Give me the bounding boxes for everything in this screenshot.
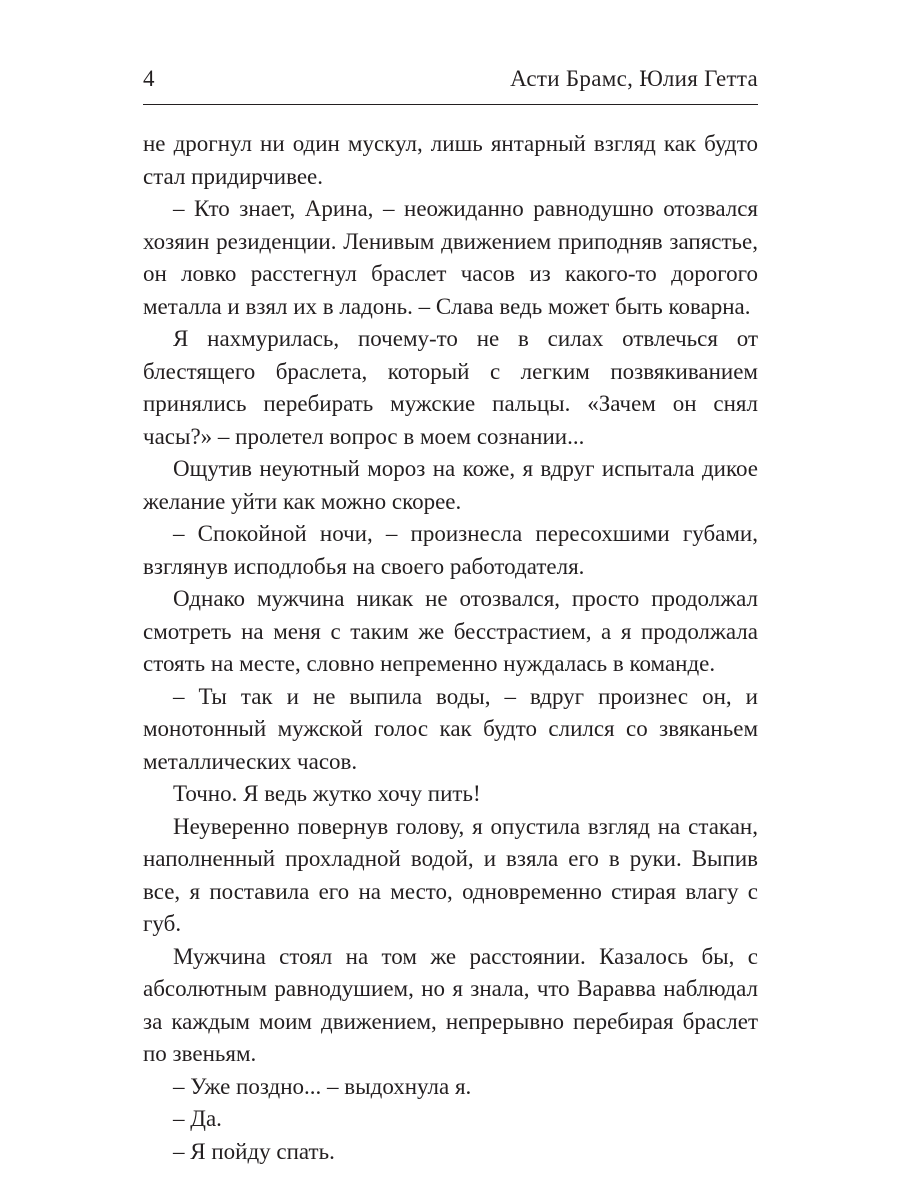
paragraph: Я нахмурилась, почему-то не в силах отвлечься от блестящего браслета, который с легким позвякиванием принялись перебирать мужские пальцы. «Зачем он снял часы?» – пролетел вопрос в моем сознании... bbox=[143, 326, 758, 449]
header-rule bbox=[143, 104, 758, 105]
paragraph: – Да. bbox=[173, 1106, 222, 1131]
body-text bbox=[143, 128, 758, 1168]
paragraph: Мужчина стоял на том же расстоянии. Казалось бы, с абсолютным равнодушием, но я знала, что Варавва наблюдал за каждым моим движением, непрерывно перебирая браслет по звеньям. bbox=[143, 943, 758, 1066]
paragraph: – Ты так и не выпила воды, – вдруг произнес он, и монотонный мужской голос как будто слился со звяканьем металлических часов. bbox=[143, 683, 758, 774]
paragraph: – Кто знает, Арина, – неожиданно равнодушно отозвался хозяин резиденции. Ленивым движением приподняв запястье, он ловко расстегнул браслет часов из какого-то дорогого металла и взял их в ладонь. – Слава ведь может быть коварна. bbox=[143, 196, 758, 319]
paragraph: Неуверенно повернув голову, я опустила взгляд на стакан, наполненный прохладной водой, и взяла его в руки. Выпив все, я поставила его на место, одновременно стирая влагу с губ. bbox=[143, 813, 758, 936]
paragraph: – Я пойду спать. bbox=[173, 1138, 335, 1164]
running-title: Асти Брамс, Юлия Гетта bbox=[510, 66, 758, 91]
page-header bbox=[143, 66, 758, 100]
paragraph: Ощутив неуютный мороз на коже, я вдруг испытала дикое желание уйти как можно скорее. bbox=[143, 456, 758, 514]
paragraph: – Спокойной ночи, – произнесла пересохшими губами, взглянув исподлобья на своего работодателя. bbox=[143, 521, 758, 579]
paragraph: не дрогнул ни один мускул, лишь янтарный взгляд как будто стал придирчивее. bbox=[143, 131, 758, 189]
paragraph: Однако мужчина никак не отозвался, просто продолжал смотреть на меня с таким же бесстрастием, а я продолжала стоять на месте, словно непременно нуждалась в команде. bbox=[143, 586, 758, 676]
page-number: 4 bbox=[143, 66, 155, 91]
paragraph: – Уже поздно... – выдохнула я. bbox=[173, 1073, 472, 1099]
paragraph: Точно. Я ведь жутко хочу пить! bbox=[173, 781, 481, 806]
